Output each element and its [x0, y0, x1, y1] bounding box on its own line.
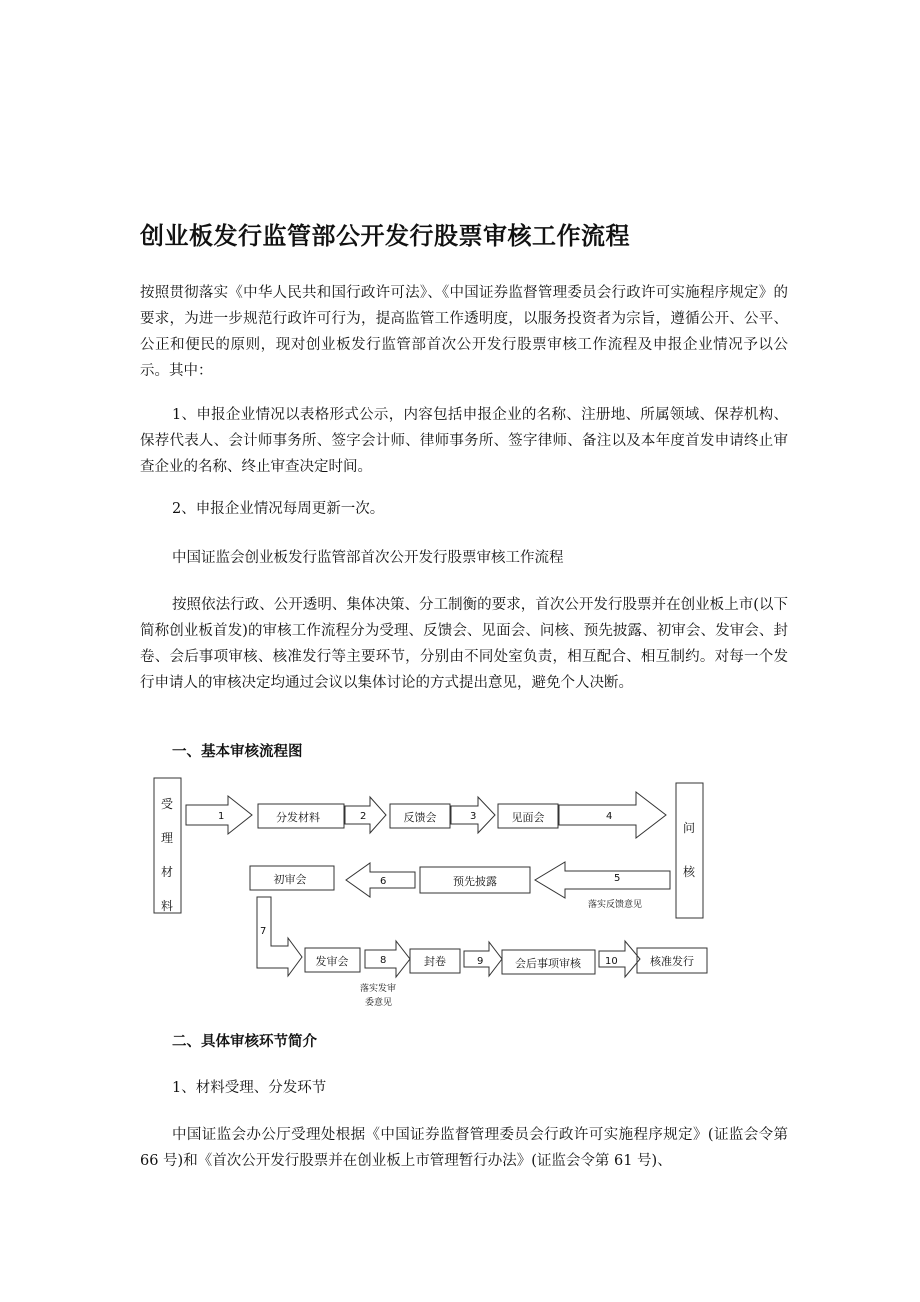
arrow-number-1: 1: [218, 811, 225, 822]
step-yuxian-label: 预先披露: [453, 875, 497, 888]
subtitle-text: 中国证监会创业板发行监管部首次公开发行股票审核工作流程: [172, 550, 564, 566]
flow-arrow-8: [365, 941, 410, 977]
intro-paragraph: 按照贯彻落实《中华人民共和国行政许可法》、《中国证券监督管理委员会行政许可实施程序规定》的要求，为进一步规范行政许可行为，提高监管工作透明度，以服务投资者为宗旨，遵循公开、公平、公正和便民的原则，现对创业板发行监管部首次公开发行股票审核工作流程及申报企业情况予以公示。其中：: [140, 285, 788, 379]
step-jianmian-label: 见面会: [511, 811, 545, 824]
arrow-number-9: 9: [477, 956, 484, 967]
arrow-number-2: 2: [360, 811, 367, 822]
step-fashen-label: 发审会: [315, 955, 349, 968]
item-1-paragraph: 1、申报企业情况以表格形式公示，内容包括申报企业的名称、注册地、所属领域、保荐机构、保荐代表人、会计师事务所、签字会计师、律师事务所、签字律师、备注以及本年度首发申请终止审查企业的名称、终止审查决定时间。: [140, 407, 788, 475]
body-paragraph: 按照依法行政、公开透明、集体决策、分工制衡的要求，首次公开发行股票并在创业板上市(以下简称创业板首发)的审核工作流程分为受理、反馈会、见面会、问核、预先披露、初审会、发审会、封卷、会后事项审核、核准发行等主要环节，分别由不同处室负责，相互配合、相互制约。对每一个发行申请人的审核决定均通过会议以集体讨论的方式提出意见，避免个人决断。: [140, 597, 788, 691]
note-feedback: 落实反馈意见: [588, 900, 643, 910]
step-hezhun-label: 核准发行: [650, 955, 694, 968]
subsection-1-text: 1、材料受理、分发环节: [172, 1080, 327, 1096]
step-chushen-label: 初审会: [273, 873, 307, 886]
left-box-char-4: 料: [160, 899, 174, 913]
left-box-char-3: 材: [160, 865, 174, 879]
page-title: 创业板发行监管部公开发行股票审核工作流程: [140, 222, 630, 250]
item-2-text: 2、申报企业情况每周更新一次。: [172, 501, 385, 517]
flow-right-box: [676, 783, 703, 918]
section-2-heading: 二、具体审核环节简介: [172, 1034, 317, 1050]
note-fashen-1: 落实发审: [360, 984, 397, 994]
right-box-char-1: 问: [682, 821, 696, 835]
step-fankui-label: 反馈会: [403, 811, 437, 824]
section-1-heading: 一、基本审核流程图: [172, 744, 303, 760]
arrow-number-7: 7: [260, 926, 267, 937]
arrow-number-3: 3: [470, 811, 477, 822]
last-paragraph: 中国证监会办公厅受理处根据《中国证券监督管理委员会行政许可实施程序规定》(证监会令第 66 号)和《首次公开发行股票并在创业板上市管理暂行办法》(证监会令第 61 号)、: [140, 1127, 788, 1169]
review-flowchart: [140, 768, 740, 1028]
arrow-number-8: 8: [380, 955, 387, 966]
arrow-number-6: 6: [380, 876, 387, 887]
flow-arrow-5: [535, 862, 670, 898]
note-fashen-2: 委意见: [365, 998, 393, 1008]
arrow-number-10: 10: [605, 956, 618, 967]
arrow-number-5: 5: [614, 873, 621, 884]
flow-arrow-4: [559, 792, 666, 838]
arrow-number-4: 4: [606, 811, 613, 822]
left-box-char-1: 受: [160, 797, 174, 811]
right-box-char-2: 核: [682, 865, 696, 879]
step-fenfa-label: 分发材料: [276, 811, 320, 824]
left-box-char-2: 理: [160, 831, 174, 845]
step-huihou-label: 会后事项审核: [515, 957, 581, 970]
step-fengjuan-label: 封卷: [424, 955, 446, 968]
